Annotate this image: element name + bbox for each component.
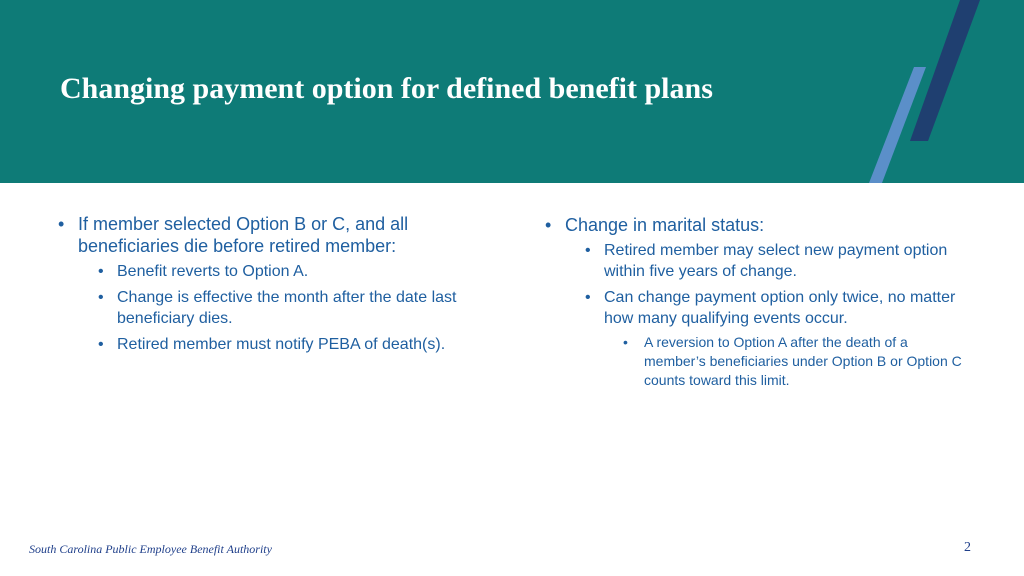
sub-bullet — [585, 240, 965, 282]
sub-bullet-text: Benefit reverts to Option A. — [117, 263, 309, 280]
footer-organization: South Carolina Public Employee Benefit Authority — [29, 542, 272, 556]
sub-bullet — [98, 261, 498, 282]
sub-sub-bullet — [623, 333, 965, 390]
right-column — [545, 214, 965, 395]
sub-bullet-text: Can change payment option only twice, no matter how many qualifying events occur. — [604, 289, 956, 327]
bullet-text: Change in marital status: — [565, 215, 765, 235]
sub-bullet-text: Retired member may select new payment option within five years of change. — [604, 242, 948, 280]
sub-bullet-text: Retired member must notify PEBA of death(s). — [117, 336, 446, 353]
sub-bullet — [585, 287, 965, 390]
sub-bullet — [98, 287, 498, 329]
sub-sub-bullet-text: A reversion to Option A after the death of a member’s beneficiaries under Option B or Option C counts toward this limit. — [644, 334, 962, 388]
left-column — [58, 213, 498, 360]
slide-title: Changing payment option for defined benefit plans — [60, 72, 713, 105]
page-number: 2 — [964, 540, 971, 555]
bullet-text: If member selected Option B or C, and all beneficiaries die before retired member: — [78, 214, 409, 256]
bullet-marital-status — [545, 214, 965, 390]
title-banner — [0, 0, 1024, 183]
bullet-option-b-c — [58, 213, 498, 355]
sub-bullet-text: Change is effective the month after the date last beneficiary dies. — [117, 289, 457, 327]
sub-bullet — [98, 334, 498, 355]
